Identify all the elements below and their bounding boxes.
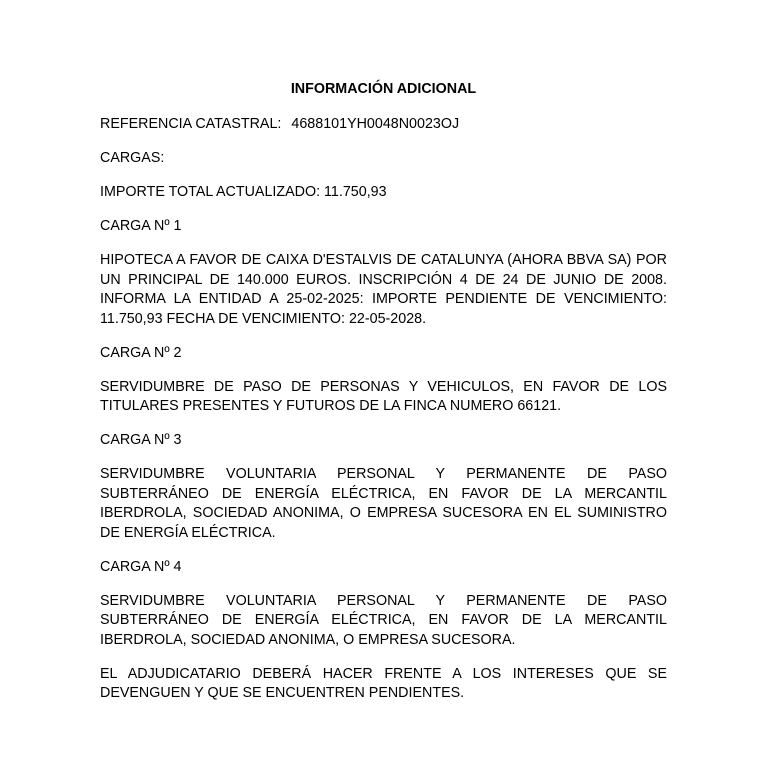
carga-text: SERVIDUMBRE DE PASO DE PERSONAS Y VEHICULOS, EN FAVOR DE LOS TITULARES PRESENTES Y FUTUROS DE LA FINCA NUMERO 66121. bbox=[100, 378, 667, 414]
carga-text: HIPOTECA A FAVOR DE CAIXA D'ESTALVIS DE CATALUNYA (AHORA BBVA SA) POR UN PRINCIPAL DE 140.000 EUROS. INSCRIPCIÓN 4 DE 24 DE JUNIO DE 2008. INFORMA LA ENTIDAD A 25-02-2025: IMPORTE PENDIENTE DE VENCIMIENTO: 11.750,93 FECHA DE VENCIMIENTO: 22-05-2028. bbox=[100, 252, 667, 327]
importe-total: IMPORTE TOTAL ACTUALIZADO: 11.750,93 bbox=[100, 184, 387, 200]
document-title: INFORMACIÓN ADICIONAL bbox=[290, 81, 477, 97]
carga-text: SERVIDUMBRE VOLUNTARIA PERSONAL Y PERMANENTE DE PASO SUBTERRÁNEO DE ENERGÍA ELÉCTRICA, EN FAVOR DE LA MERCANTIL IBERDROLA, SOCIEDAD ANONIMA, O EMPRESA SUCESORA EN EL SUMINISTRO DE ENERGÍA ELÉCTRICA. bbox=[100, 466, 667, 541]
referencia-catastral-value: 4688101YH0048N0023OJ bbox=[291, 116, 460, 132]
carga-heading: CARGA Nº 2 bbox=[100, 344, 182, 361]
cargas-label: CARGAS: bbox=[100, 150, 165, 166]
carga-heading: CARGA Nº 4 bbox=[100, 558, 182, 575]
referencia-catastral-line bbox=[100, 115, 667, 135]
carga-heading: CARGA Nº 3 bbox=[100, 432, 182, 448]
document-page bbox=[100, 80, 667, 718]
carga-text: SERVIDUMBRE VOLUNTARIA PERSONAL Y PERMANENTE DE PASO SUBTERRÁNEO DE ENERGÍA ELÉCTRICA, EN FAVOR DE LA MERCANTIL IBERDROLA, SOCIEDAD ANONIMA, O EMPRESA SUCESORA. bbox=[100, 592, 667, 648]
referencia-catastral-label: REFERENCIA CATASTRAL: bbox=[100, 116, 282, 132]
carga-heading: CARGA Nº 1 bbox=[100, 218, 182, 234]
closing-paragraph: EL ADJUDICATARIO DEBERÁ HACER FRENTE A LOS INTERESES QUE SE DEVENGUEN Y QUE SE ENCUENTREN PENDIENTES. bbox=[100, 665, 667, 701]
